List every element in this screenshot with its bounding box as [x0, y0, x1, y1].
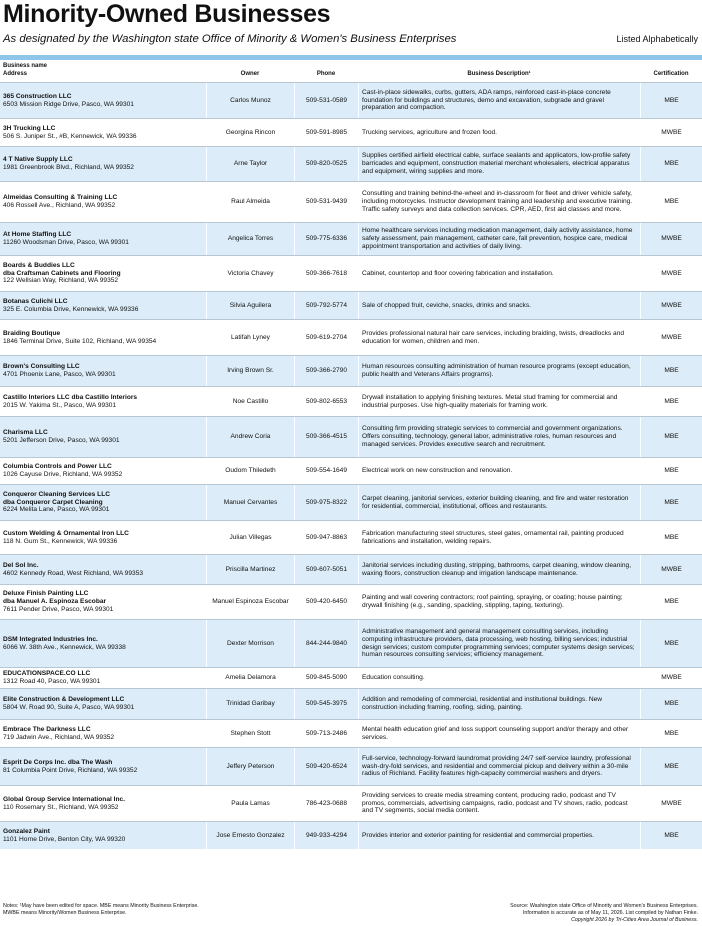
business-cell	[3, 387, 203, 416]
business-address: 81 Columbia Point Drive, Richland, WA 99352	[3, 766, 138, 774]
business-description: Sale of chopped fruit, ceviche, snacks, drinks and snacks.	[362, 301, 531, 309]
table-row	[0, 416, 702, 457]
description-cell	[358, 147, 640, 181]
business-address: 1312 Road 40, Pasco, WA 99301	[3, 678, 101, 685]
owner-cell	[206, 458, 294, 484]
certification-cell	[640, 720, 702, 747]
phone-cell	[294, 320, 358, 355]
business-dba-name: dba Manuel A. Espinoza Escobar	[3, 598, 107, 606]
owner-cell	[206, 555, 294, 584]
business-description: Fabrication manufacturing steel structures, steel gates, ornamental rail, painting produced fabrications and installation, welding repairs.	[362, 529, 624, 545]
description-cell	[358, 83, 640, 118]
certification-badge: MWBE	[661, 333, 682, 341]
business-name: Boards & Buddies LLC	[3, 261, 75, 269]
business-address: 6066 W. 38th Ave., Kennewick, WA 99338	[3, 643, 126, 651]
phone-number: 844-244-9840	[305, 639, 348, 647]
phone-cell	[294, 417, 358, 457]
phone-number: 509-366-2790	[305, 367, 348, 375]
phone-number: 509-947-8863	[305, 533, 348, 541]
table-row	[0, 319, 702, 355]
owner-name: Irving Brown Sr.	[227, 367, 274, 375]
table-row	[0, 457, 702, 484]
owner-cell	[206, 521, 294, 554]
business-description: Supplies certified airfield electrical cable, surface sealants and applicators, low-profile safety barricades and equipment, construction material merchant wholesalers, electrical apparatus and equipment, wiring supplies and more.	[362, 152, 631, 175]
business-name: 365 Construction LLC	[3, 92, 72, 100]
certification-cell	[640, 320, 702, 355]
table-row	[0, 222, 702, 255]
owner-name: Silvia Aguilera	[229, 301, 272, 309]
phone-cell	[294, 356, 358, 386]
business-description: Full-service, technology-forward laundromat providing 24/7 self-service laundry, professional wash-dry-fold services, and residential and commercial pickup and delivery within a 30-mile radius of Richland. Facility features high-capacity commercial washers and dryers.	[362, 754, 631, 778]
phone-number: 509-531-9439	[305, 198, 348, 206]
phone-number: 509-531-0589	[305, 96, 348, 104]
owner-cell	[206, 83, 294, 118]
business-address: 6224 Melita Lane, Pasco, WA 99301	[3, 506, 110, 514]
phone-number: 509-420-6524	[305, 762, 348, 770]
certification-cell	[640, 555, 702, 584]
description-cell	[358, 521, 640, 554]
owner-name: Victoria Chavey	[227, 269, 274, 277]
business-name: Castillo Interiors LLC dba Castillo Interiors	[3, 393, 138, 401]
phone-number: 509-802-6553	[305, 397, 348, 405]
phone-cell	[294, 689, 358, 719]
business-address: 5201 Jefferson Drive, Pasco, WA 99301	[3, 437, 120, 444]
certification-badge: MBE	[664, 762, 679, 770]
table-row	[0, 785, 702, 821]
business-address: 1846 Terminal Drive, Suite 102, Richland, WA 99354	[3, 337, 157, 345]
certification-cell	[640, 292, 702, 319]
owner-cell	[206, 689, 294, 719]
business-name: 4 T Native Supply LLC	[3, 156, 73, 164]
owner-cell	[206, 485, 294, 520]
certification-badge: MBE	[664, 367, 679, 375]
certification-badge: MBE	[664, 160, 679, 168]
business-cell	[3, 786, 203, 821]
business-description: Provides professional natural hair care services, including braiding, twists, dreadlocks and education for women, children and men.	[362, 329, 625, 345]
certification-cell	[640, 620, 702, 667]
business-description: Carpet cleaning, janitorial services, exterior building cleaning, and fire and water restoration for residential, commercial, institutional, offices and restaurants.	[362, 494, 629, 510]
business-cell	[3, 620, 203, 667]
owner-name: Jose Ernesto Gonzalez	[216, 831, 285, 839]
description-cell	[358, 720, 640, 747]
business-description: Drywall installation to applying finishing textures. Metal stud framing for commercial and industrial purposes. Use high-quality materials for framing work.	[362, 393, 618, 409]
business-cell	[3, 292, 203, 319]
phone-cell	[294, 822, 358, 849]
business-name: Gonzalez Paint	[3, 827, 50, 835]
phone-cell	[294, 748, 358, 785]
certification-cell	[640, 521, 702, 554]
business-cell	[3, 689, 203, 719]
certification-badge: MBE	[664, 433, 679, 441]
business-name: Charisma LLC	[3, 429, 48, 437]
owner-name: Trinidad Garibay	[226, 700, 275, 708]
owner-name: Georgina Rincon	[225, 128, 276, 136]
business-cell	[3, 119, 203, 146]
business-table	[0, 82, 702, 849]
table-row	[0, 554, 702, 584]
business-address: 1026 Cayuse Drive, Richland, WA 99352	[3, 471, 123, 478]
business-cell	[3, 822, 203, 849]
table-row	[0, 520, 702, 554]
certification-cell	[640, 585, 702, 619]
business-description: Addition and remodeling of commercial, residential and institutional buildings. New construction including framing, roofing, siding, painting.	[362, 696, 603, 711]
phone-cell	[294, 223, 358, 255]
table-row	[0, 291, 702, 319]
phone-cell	[294, 458, 358, 484]
table-header	[0, 62, 702, 82]
description-cell	[358, 822, 640, 849]
phone-number: 509-366-4515	[305, 433, 348, 441]
business-address: 4602 Kennedy Road, West Richland, WA 99353	[3, 569, 144, 577]
certification-cell	[640, 417, 702, 457]
table-row	[0, 821, 702, 849]
owner-name: Amelia Delamora	[225, 674, 276, 682]
business-cell	[3, 458, 203, 484]
description-cell	[358, 292, 640, 319]
owner-cell	[206, 119, 294, 146]
business-name: Brown's Consulting LLC	[3, 363, 80, 371]
owner-name: Latifah Lyney	[231, 333, 270, 341]
table-row	[0, 688, 702, 719]
notes-line-1: Notes: ¹May have been edited for space. MBE means Minority Business Enterprise.	[3, 903, 199, 909]
footer-notes	[3, 903, 303, 917]
sort-note: Listed Alphabetically	[616, 34, 698, 44]
table-row	[0, 719, 702, 747]
certification-cell	[640, 689, 702, 719]
certification-cell	[640, 223, 702, 255]
description-cell	[358, 256, 640, 291]
phone-number: 509-607-5051	[305, 565, 348, 573]
description-cell	[358, 356, 640, 386]
certification-cell	[640, 387, 702, 416]
business-description: Provides interior and exterior painting for residential and commercial properties.	[362, 831, 594, 839]
description-cell	[358, 417, 640, 457]
header-business-name: Business name	[3, 63, 48, 69]
certification-badge: MBE	[664, 467, 679, 475]
phone-cell	[294, 786, 358, 821]
owner-name: Arne Taylor	[233, 160, 268, 168]
business-address: 1101 Horne Drive, Benton City, WA 99320	[3, 835, 126, 843]
description-cell	[358, 748, 640, 785]
description-cell	[358, 585, 640, 619]
owner-cell	[206, 223, 294, 255]
business-name: 3H Trucking LLC	[3, 124, 56, 132]
owner-cell	[206, 668, 294, 688]
description-cell	[358, 689, 640, 719]
phone-cell	[294, 292, 358, 319]
business-cell	[3, 256, 203, 291]
owner-name: Priscilla Martinez	[225, 565, 276, 573]
source-line-1: Source: Washington state Office of Minority and Women's Business Enterprises.	[510, 903, 698, 909]
business-name: Global Group Service International Inc.	[3, 795, 126, 803]
certification-cell	[640, 182, 702, 222]
business-description: Providing services to create media streaming content, producing radio, podcast and TV promos, commercials, advertising campaigns, radio, podcast and TV shows, radio, podcast and TV segments, social media content.	[362, 791, 628, 815]
page-title: Minority-Owned Businesses	[3, 0, 331, 28]
business-description: Mental health education grief and loss support counseling support and/or therapy and other services.	[362, 725, 629, 741]
certification-cell	[640, 458, 702, 484]
owner-name: Julian Villegas	[229, 533, 272, 541]
owner-cell	[206, 620, 294, 667]
phone-number: 509-845-5090	[305, 674, 348, 682]
owner-cell	[206, 417, 294, 457]
business-address: 2015 W. Yakima St., Pasco, WA 99301	[3, 401, 117, 409]
business-name: Almeidas Consulting & Training LLC	[3, 194, 118, 202]
page-subtitle: As designated by the Washington state Office of Minority & Women's Business Enterprises	[3, 33, 457, 45]
table-row	[0, 255, 702, 291]
owner-cell	[206, 256, 294, 291]
header-address: Address	[3, 71, 28, 77]
owner-name: Raul Almeida	[231, 198, 270, 206]
phone-number: 786-423-0688	[305, 799, 348, 807]
owner-cell	[206, 786, 294, 821]
description-cell	[358, 620, 640, 667]
source-line-2: Information is accurate as of May 11, 2026. List compiled by Nathan Finke.	[522, 909, 698, 916]
certification-badge: MWBE	[661, 235, 682, 243]
footer-source	[358, 903, 698, 924]
owner-name: Manuel Espinoza Escobar	[212, 598, 289, 606]
phone-cell	[294, 485, 358, 520]
business-cell	[3, 320, 203, 355]
phone-number: 509-591-8985	[305, 128, 348, 136]
certification-badge: MBE	[664, 729, 679, 737]
certification-badge: MBE	[664, 498, 679, 506]
table-row	[0, 181, 702, 222]
business-description: Painting and wall covering contractors; roof painting, spraying, or coating; house painting; drywall finishing (e.g., sanding, spackling, stippling, taping, texturing).	[362, 594, 623, 609]
description-cell	[358, 555, 640, 584]
phone-cell	[294, 555, 358, 584]
business-name: Braiding Boutique	[3, 329, 61, 337]
business-name: EDUCATIONSPACE.CO LLC	[3, 670, 91, 678]
business-description: Electrical work on new construction and renovation.	[362, 467, 513, 475]
certification-cell	[640, 786, 702, 821]
business-dba-name: dba Craftsman Cabinets and Flooring	[3, 269, 121, 277]
copyright: Copyright 2026 by Tri-Cities Area Journal of Business.	[571, 916, 698, 923]
certification-cell	[640, 256, 702, 291]
description-cell	[358, 223, 640, 255]
phone-number: 509-420-6450	[305, 598, 348, 606]
owner-name: Dexter Morrison	[227, 639, 274, 647]
business-address: 122 Wellsian Way, Richland, WA 99352	[3, 277, 119, 285]
owner-name: Andrew Coria	[230, 433, 271, 441]
phone-cell	[294, 521, 358, 554]
phone-cell	[294, 83, 358, 118]
phone-cell	[294, 620, 358, 667]
business-name: Conqueror Cleaning Services LLC	[3, 490, 110, 498]
phone-cell	[294, 668, 358, 688]
owner-cell	[206, 720, 294, 747]
description-cell	[358, 320, 640, 355]
business-description: Cabinet, countertop and floor covering fabrication and installation.	[362, 269, 554, 277]
certification-badge: MWBE	[661, 269, 682, 277]
table-row	[0, 484, 702, 520]
phone-number: 509-975-8322	[305, 498, 348, 506]
business-name: Custom Welding & Ornamental Iron LLC	[3, 529, 129, 537]
owner-name: Stephen Stott	[230, 729, 271, 737]
business-description: Consulting and training behind-the-wheel and in-classroom for fleet and driver vehicle safety, including motorcycles. Instructor development training and leadership and executive training. Traffic safety surveys and data collection services. CPR, AED, first aid classes and more.	[362, 190, 633, 213]
business-description: Home healthcare services including medication management, daily activity assistance, home safety assessment, pain management, catheter care, fall prevention, hospice care, medical appointment transportation and activities of daily living.	[362, 227, 633, 250]
header-owner: Owner	[240, 71, 260, 77]
owner-cell	[206, 387, 294, 416]
business-name: Esprit De Corps Inc. dba The Wash	[3, 758, 113, 766]
owner-name: Carlos Munoz	[230, 96, 271, 104]
business-description: Cast-in-place sidewalks, curbs, gutters, ADA ramps, reinforced cast-in-place concrete foundation for buildings and structures, demo and excavation, subgrade and gravel preparation and compaction.	[362, 88, 611, 112]
phone-cell	[294, 387, 358, 416]
business-description: Education consulting.	[362, 674, 425, 682]
business-name: Embrace The Darkness LLC	[3, 725, 91, 733]
table-row	[0, 82, 702, 118]
certification-badge: MBE	[664, 533, 679, 541]
business-address: 6503 Mission Ridge Drive, Pasco, WA 99301	[3, 100, 134, 108]
description-cell	[358, 387, 640, 416]
certification-badge: MWBE	[661, 565, 682, 573]
business-name: Del Sol Inc.	[3, 561, 39, 569]
header-description: Business Description¹	[467, 71, 531, 77]
business-address: 4701 Phoenix Lane, Pasco, WA 99301	[3, 371, 116, 378]
owner-cell	[206, 748, 294, 785]
certification-badge: MWBE	[661, 128, 682, 136]
phone-cell	[294, 585, 358, 619]
phone-cell	[294, 256, 358, 291]
table-row	[0, 619, 702, 667]
certification-badge: MBE	[664, 96, 679, 104]
business-name: Columbia Controls and Power LLC	[3, 463, 112, 471]
table-row	[0, 667, 702, 688]
phone-number: 949-933-4294	[305, 831, 348, 839]
owner-cell	[206, 585, 294, 619]
business-name: Botanas Culichi LLC	[3, 297, 68, 305]
certification-cell	[640, 485, 702, 520]
table-row	[0, 584, 702, 619]
phone-number: 509-554-1649	[305, 467, 348, 475]
certification-badge: MBE	[664, 700, 679, 708]
owner-name: Noe Castillo	[232, 397, 269, 405]
certification-cell	[640, 356, 702, 386]
business-description: Administrative management and general management consulting services, including computing infrastructure providers, data processing, web hosting, billing services; industrial design services; custom computer programming services; computer systems design services; human resources consulting services; efficiency management.	[362, 627, 635, 659]
description-cell	[358, 668, 640, 688]
business-address: 325 E. Columbia Drive, Kennewick, WA 99336	[3, 305, 139, 313]
table-row	[0, 118, 702, 146]
business-cell	[3, 182, 203, 222]
header-certification: Certification	[653, 71, 689, 77]
phone-number: 509-792-5774	[305, 301, 348, 309]
description-cell	[358, 458, 640, 484]
description-cell	[358, 485, 640, 520]
business-cell	[3, 720, 203, 747]
phone-cell	[294, 147, 358, 181]
business-address: 110 Rosemary St., Richland, WA 99352	[3, 803, 119, 811]
owner-cell	[206, 320, 294, 355]
business-cell	[3, 668, 203, 688]
certification-cell	[640, 822, 702, 849]
business-cell	[3, 748, 203, 785]
business-cell	[3, 555, 203, 584]
table-row	[0, 386, 702, 416]
business-cell	[3, 223, 203, 255]
certification-badge: MBE	[664, 598, 679, 606]
phone-cell	[294, 182, 358, 222]
owner-cell	[206, 356, 294, 386]
business-description: Human resources consulting administration of human resource programs (except education, public health and Veterans Affairs programs).	[362, 363, 631, 378]
description-cell	[358, 119, 640, 146]
owner-cell	[206, 292, 294, 319]
business-cell	[3, 585, 203, 619]
phone-cell	[294, 720, 358, 747]
business-name: Elite Construction & Development LLC	[3, 696, 125, 704]
certification-cell	[640, 748, 702, 785]
certification-badge: MBE	[664, 397, 679, 405]
phone-number: 509-545-3975	[305, 700, 348, 708]
business-description: Janitorial services including dusting, stripping, bathrooms, carpet cleaning, window cleaning, waxing floors, construction cleanup and irrigation landscape maintenance.	[362, 561, 632, 577]
owner-name: Paula Lamas	[231, 799, 270, 807]
table-row	[0, 747, 702, 785]
notes-line-2: MWBE means Minority/Women Business Enterprise.	[3, 909, 127, 916]
phone-cell	[294, 119, 358, 146]
certification-badge: MBE	[664, 639, 679, 647]
owner-name: Manuel Cervantes	[223, 498, 278, 506]
header-phone: Phone	[316, 71, 336, 77]
owner-name: Jeffery Peterson	[226, 762, 275, 770]
certification-badge: MWBE	[661, 301, 682, 309]
owner-cell	[206, 822, 294, 849]
business-address: 1981 Greenbrook Blvd., Richland, WA 99352	[3, 164, 134, 171]
business-address: 118 N. Gum St., Kennewick, WA 99336	[3, 537, 118, 545]
business-name: DSM Integrated Industries Inc.	[3, 635, 98, 643]
business-address: 7611 Pender Drive, Pasco, WA 99301	[3, 605, 114, 613]
business-dba-name: dba Conqueror Carpet Cleaning	[3, 498, 103, 506]
certification-badge: MWBE	[661, 799, 682, 807]
certification-cell	[640, 119, 702, 146]
owner-name: Oudom Thiledeth	[225, 467, 276, 475]
business-address: 719 Jadwin Ave., Richland, WA 99352	[3, 733, 115, 741]
phone-number: 509-820-0525	[305, 160, 348, 168]
business-cell	[3, 485, 203, 520]
certification-badge: MBE	[664, 198, 679, 206]
certification-cell	[640, 83, 702, 118]
accent-bar	[0, 55, 702, 60]
certification-cell	[640, 668, 702, 688]
business-cell	[3, 521, 203, 554]
business-address: 5804 W. Road 90, Suite A, Pasco, WA 99301	[3, 704, 135, 711]
business-address: 506 S. Juniper St., #B, Kennewick, WA 99336	[3, 132, 137, 140]
owner-name: Angelica Torres	[227, 235, 274, 243]
phone-number: 509-775-6336	[305, 235, 348, 243]
business-address: 406 Rossell Ave., Richland, WA 99352	[3, 202, 116, 209]
certification-badge: MBE	[664, 831, 679, 839]
business-cell	[3, 147, 203, 181]
certification-cell	[640, 147, 702, 181]
phone-number: 509-713-2486	[305, 729, 348, 737]
description-cell	[358, 182, 640, 222]
phone-number: 509-619-2704	[305, 333, 348, 341]
table-row	[0, 146, 702, 181]
business-name: Deluxe Finish Painting LLC	[3, 590, 89, 598]
business-cell	[3, 417, 203, 457]
business-description: Trucking services, agriculture and frozen food.	[362, 128, 497, 136]
business-address: 11260 Woodsman Drive, Pasco, WA 99301	[3, 239, 129, 246]
business-cell	[3, 83, 203, 118]
description-cell	[358, 786, 640, 821]
owner-cell	[206, 182, 294, 222]
owner-cell	[206, 147, 294, 181]
certification-badge: MWBE	[661, 674, 682, 682]
business-cell	[3, 356, 203, 386]
table-row	[0, 355, 702, 386]
business-name: At Home Staffing LLC	[3, 231, 72, 239]
business-description: Consulting firm providing strategic services to commercial and government organizations. Offers consulting, technology, general labor, administrative roles, human resources and managed services. Provides executive search and recruitment.	[362, 425, 623, 448]
phone-number: 509-366-7618	[305, 269, 348, 277]
